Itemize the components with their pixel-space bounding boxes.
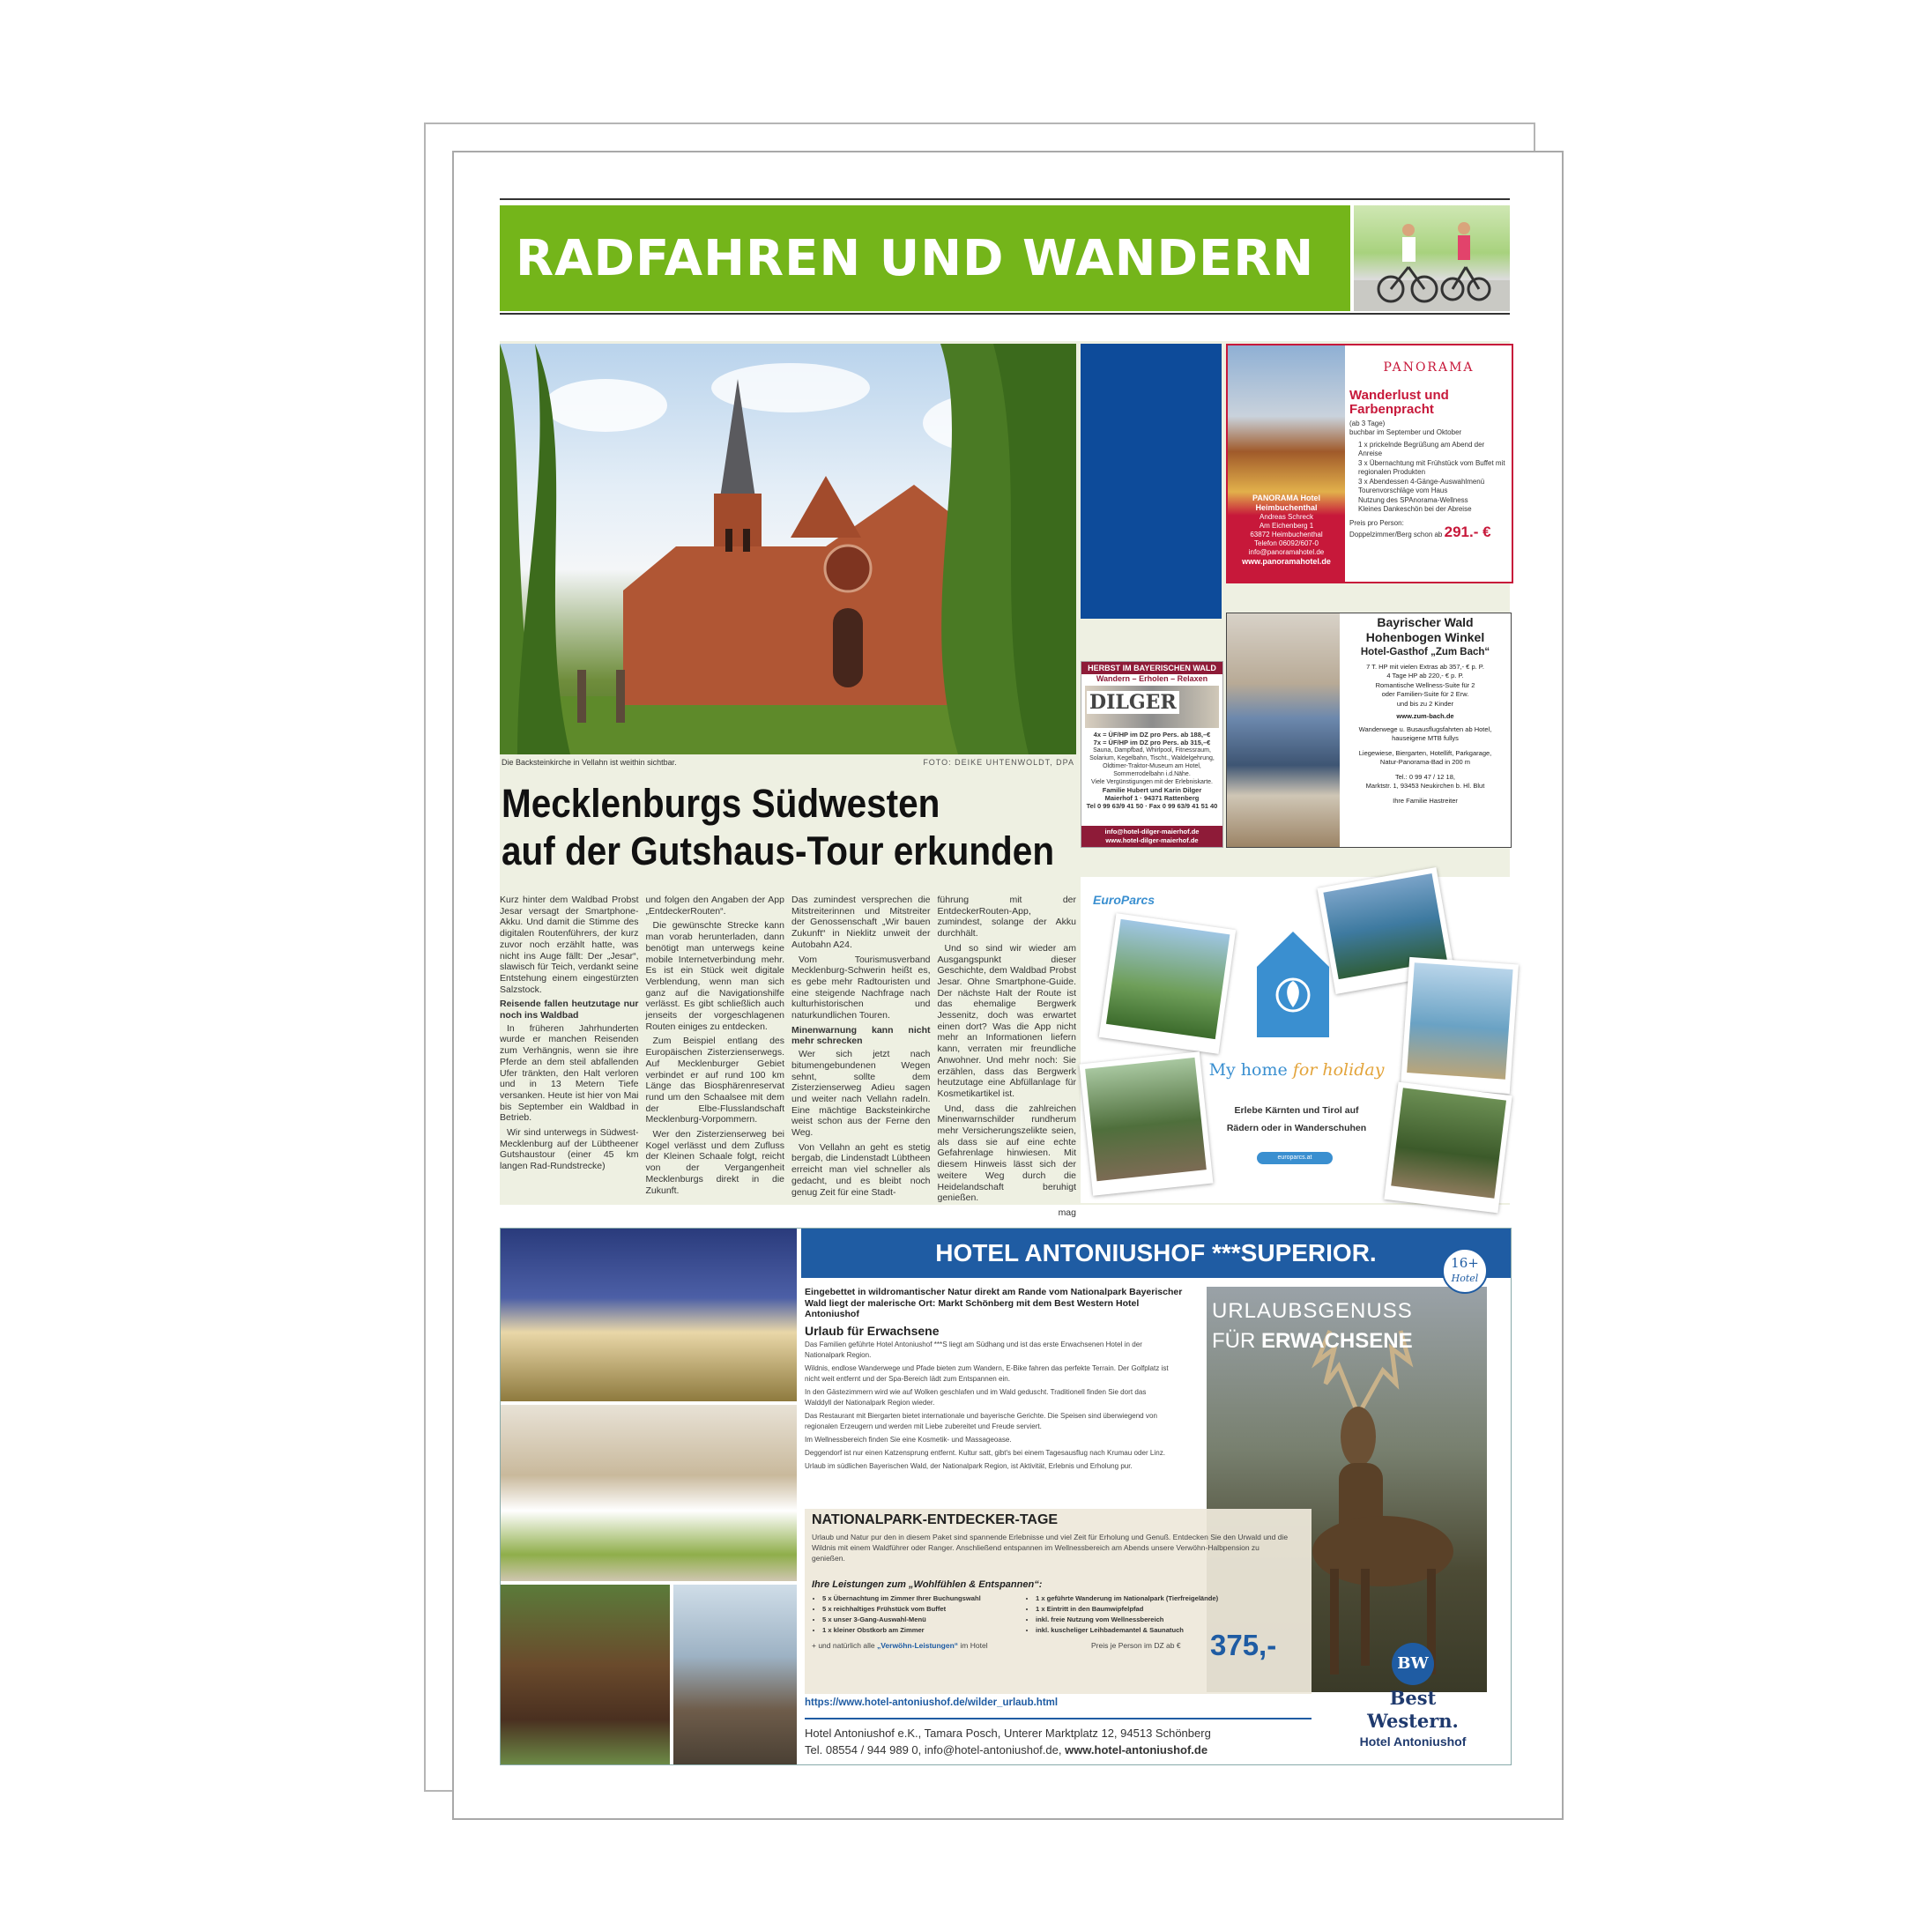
- hotel-footer-web[interactable]: www.hotel-antoniushof.de: [1065, 1743, 1208, 1756]
- list-item: 3 x Abendessen 4-Gänge-Auswahlmenü: [1358, 477, 1485, 486]
- bw-name-1: Best: [1389, 1687, 1437, 1709]
- subheading: Reisende fallen heutzutage nur noch ins Waldbad: [500, 999, 639, 1021]
- caption-text: Die Backsteinkirche in Vellahn ist weithin sichtbar.: [502, 758, 677, 767]
- panorama-email[interactable]: info@panoramahotel.de: [1248, 548, 1325, 556]
- list-item: • inkl. freie Nutzung vom Wellnessbereich: [1036, 1615, 1218, 1625]
- paragraph: Das Restaurant mit Biergarten bietet internationale und bayerische Gerichte. Die Speisen sind überwiegend von regionalen Erzeugern und werden mit Liebe zubereitet und Freude serviert.: [805, 1410, 1157, 1430]
- panorama-address: [1228, 494, 1345, 567]
- hotel-footer: [805, 1725, 1316, 1758]
- info-line: Liegewiese, Biergarten, Hotellift, Parkgarage,: [1358, 748, 1492, 757]
- bw-emblem-icon: BW: [1392, 1643, 1434, 1685]
- list-item: Kleines Dankeschön bei der Abreise: [1358, 505, 1472, 513]
- hotel-lead: Eingebettet in wildromantischer Natur direkt am Rande vom Nationalpark Bayerischer Wald liegt der malerische Ort: Markt Schönberg mit dem Best Western Hotel Antoniushof: [805, 1287, 1183, 1319]
- paragraph: Von Vellahn an geht es stetig bergab, die Lindenstadt Lübtheen erreicht man viel schneller als gedacht, und es bleibt noch genug Zeit für eine Stadt-: [791, 1141, 931, 1198]
- paragraph: Und so sind wir wieder am Ausgangspunkt dieser Geschichte, dem Waldbad Probst Jesar. Ohne Smartphone-Guide. Der nächste Halt der Route ist das ehemalige Bergwerk Jessenitz, doch was erwartet einen dort? Was die App nicht mehr an Informationen liefern kann, verraten mir freundliche Anwohner. Und mehr noch: Sie erzählen, dass das Bergwerk heutzutage eine Abfüllanlage für Kosmetikartikel ist.: [937, 942, 1076, 1099]
- package-price-label: Preis je Person im DZ ab €: [1091, 1641, 1181, 1650]
- top-rule: [500, 198, 1510, 200]
- antoniushof-ad: [500, 1228, 1512, 1765]
- paragraph: Vom Tourismusverband Mecklenburg-Schwerin heißt es, es gebe mehr Radtouristen und eine steigende Nachfrage nach kulturhistorischen und naturkundlichen Touren.: [791, 954, 931, 1021]
- tagline-part-1: My home: [1208, 1060, 1288, 1080]
- package-extra: [812, 1641, 988, 1650]
- panorama-street: Am Eichenberg 1: [1259, 522, 1314, 530]
- newspaper-page: [500, 198, 1510, 1764]
- panorama-logo: PANORAMA: [1383, 360, 1475, 375]
- panorama-intro: (ab 3 Tage): [1349, 419, 1386, 427]
- dilger-phone: Tel 0 99 63/9 41 50 · Fax 0 99 63/9 41 51 40: [1086, 802, 1218, 810]
- article-column-1: [500, 895, 639, 1205]
- panorama-hotel-town: Heimbuchenthal: [1255, 503, 1318, 512]
- article-column-2: [646, 895, 785, 1205]
- panorama-contact-person: Andreas Schreck: [1260, 513, 1313, 521]
- badge-label: Hotel: [1451, 1273, 1479, 1284]
- paragraph: Kurz hinter dem Waldbad Probst Jesar versagt der Smartphone-Akku. Und damit die Stimme des digitalen Routenführers, der kurz zuvor noch erzählt hatte, was nicht ins Auge fällt: Der „Jesar“, slawisch für Teich, verdankt seine Entstehung einem eingestürzten Salzstock.: [500, 895, 639, 995]
- list-item: 3 x Übernachtung mit Frühstück vom Buffet mit regionalen Produkten: [1358, 458, 1505, 476]
- church-photo: [500, 344, 1076, 754]
- zum-bach-photos: [1227, 613, 1340, 847]
- panorama-web[interactable]: www.panoramahotel.de: [1242, 557, 1331, 566]
- list-item: • 5 x Übernachtung im Zimmer Ihrer Buchungswahl: [822, 1593, 981, 1604]
- list-item: • 5 x reichhaltiges Frühstück vom Buffet: [822, 1604, 981, 1615]
- article-column-3: [791, 895, 931, 1205]
- panorama-price-block: [1349, 519, 1508, 540]
- hotel-room-photo: [501, 1405, 797, 1581]
- hotel-footer-contact: [805, 1742, 1316, 1758]
- dilger-subline: Wandern – Erholen – Relaxen: [1096, 674, 1208, 683]
- zum-bach-title-1: Bayrischer Wald: [1377, 615, 1474, 629]
- paragraph: und folgen den Angaben der App „EntdeckerRouten“.: [645, 895, 784, 917]
- package-extra-c: im Hotel: [958, 1641, 988, 1650]
- offer-line: oder Familien-Suite für 2 Erw.: [1381, 690, 1469, 698]
- badge-age: 16+: [1451, 1255, 1479, 1271]
- hotel-description: [805, 1287, 1193, 1474]
- package-title: NATIONALPARK-ENTDECKER-TAGE: [812, 1512, 1059, 1527]
- list-item: • 1 x kleiner Obstkorb am Zimmer: [822, 1625, 981, 1636]
- list-item: 1 x prickelnde Begrüßung am Abend der Anreise: [1358, 440, 1485, 457]
- hotel-offer-link[interactable]: https://www.hotel-antoniushof.de/wilder_urlaub.html: [805, 1697, 1059, 1708]
- europarcs-logo: EuroParcs: [1093, 893, 1155, 907]
- headline-line-2: auf der Gutshaus-Tour erkunden: [502, 828, 1055, 873]
- info-line: Natur-Panorama-Bad in 200 m: [1379, 758, 1471, 766]
- bw-name-2: Western.: [1367, 1710, 1459, 1732]
- europarcs-ad: [1081, 877, 1510, 1203]
- info-line: Wanderwege u. Busausflugsfahrten ab Hotel,: [1358, 724, 1492, 733]
- dilger-offer-2: 7x = ÜF/HP im DZ pro Pers. ab 315,–€: [1093, 739, 1211, 746]
- package-extra-b: „Verwöhn-Leistungen“: [876, 1641, 959, 1650]
- paragraph: Urlaub im südlichen Bayerischen Wald, der Nationalpark Region, ist Aktivität, Erlebnis und Erholung pur.: [805, 1460, 1133, 1470]
- list-item: • inkl. kuscheliger Leihbademantel & Saunatuch: [1036, 1625, 1218, 1636]
- zum-bach-offer: [1343, 615, 1507, 806]
- list-item: Nutzung des SPAnorama-Wellness: [1358, 495, 1468, 504]
- tagline-part-2: for holiday: [1292, 1060, 1385, 1080]
- article-columns: [500, 895, 1076, 1218]
- zum-bach-web[interactable]: www.zum-bach.de: [1396, 712, 1454, 720]
- list-item: • 5 x unser 3-Gang-Auswahl-Menü: [822, 1615, 981, 1625]
- package-extra-a: + und natürlich alle: [812, 1641, 877, 1650]
- dilger-web[interactable]: www.hotel-dilger-maierhof.de: [1105, 836, 1199, 844]
- panorama-photos: [1228, 345, 1345, 582]
- hotel-footer-address: Hotel Antoniushof e.K., Tamara Posch, Unterer Marktplatz 12, 94513 Schönberg: [805, 1727, 1211, 1740]
- panorama-title: Wanderlust und Farbenpracht: [1349, 387, 1449, 417]
- panorama-hotel-name: PANORAMA Hotel: [1252, 494, 1320, 502]
- offer-line: Romantische Wellness-Suite für 2: [1375, 680, 1475, 689]
- paragraph: Zum Beispiel entlang des Europäischen Zisterzienserwegs. Auf Mecklenburger Gebiet verbindet er auf rund 100 km Länge das Biosphärenreservat rund um den Schaalsee mit dem der Elbe-Flusslandschaft Mecklenburg-Vorpommern.: [645, 1036, 784, 1125]
- deer-slogan-2b: ERWACHSENE: [1261, 1329, 1413, 1353]
- dilger-offer-1: 4x = ÜF/HP im DZ pro Pers. ab 188,–€: [1093, 731, 1211, 739]
- dilger-family: Familie Hubert und Karin Dilger: [1102, 786, 1202, 794]
- list-item: • 1 x geführte Wanderung im Nationalpark (Tierfreigelände): [1036, 1593, 1218, 1604]
- paragraph: Die gewünschte Strecke kann man vorab herunterladen, dann benötigt man unterwegs keine mobile Internetverbindung mehr. Es ist ein Stück weit digitale Verblendung, wenn man sich ganz auf die Navigationshilfe verlässt. Es gibt schließlich auch jenseits der vorgeschlagenen Routen einiges zu entdecken.: [645, 920, 784, 1032]
- paragraph: Das zumindest versprechen die Mitstreiterinnen und Mitstreiter der Genossenschaft „Wir bauen Zukunft“ in Nieklitz unweit der Autobahn A24.: [791, 895, 931, 950]
- europarcs-button[interactable]: europarcs.at: [1257, 1152, 1333, 1164]
- banner-background: [500, 205, 1350, 311]
- nationalpark-package: [805, 1509, 1312, 1694]
- blue-ad-block: [1081, 344, 1222, 619]
- package-description: Urlaub und Natur pur den in diesem Paket sind spannende Erlebnisse und viel Zeit für Erholung und Genuß. Entdecken Sie den Urwald und die Wildnis mit einem Waldführer oder Ranger. Anschließend entspannen im Wellnessbereich am Abends unsere Verwöhn-Halbpension zu genießen.: [812, 1533, 1289, 1563]
- forest-photo: [1384, 1082, 1512, 1214]
- paragraph: Wir sind unterwegs in Südwest-Mecklenburg auf der Lübtheener Gutshaustour (einer 45 km langen Rad-Rundstrecke): [500, 1127, 639, 1172]
- paragraph: In den Gästezimmern wird wie auf Wolken geschlafen und im Wald geduscht. Traditionell finden Sie dort das Walddyll der Nationalpark Region wieder.: [805, 1386, 1147, 1407]
- package-price: 375,-: [1210, 1629, 1277, 1661]
- deer-slogan-1: URLAUBSGENUSS: [1212, 1299, 1413, 1323]
- dilger-headline: HERBST IM BAYERISCHEN WALD: [1081, 662, 1222, 674]
- hotel-exterior-photo: [501, 1229, 797, 1401]
- panorama-items: [1358, 441, 1508, 515]
- photo-credit: FOTO: DEIKE UHTENWOLDT, DPA: [923, 758, 1074, 767]
- panorama-price-label-1: Preis pro Person:: [1349, 518, 1404, 527]
- paragraph: Deggendorf ist nur einen Katzensprung entfernt. Kultur satt, gibt's bei einem Tagesausflug nach Krumau oder Linz.: [805, 1447, 1165, 1457]
- dilger-logo: DILGER: [1087, 691, 1179, 714]
- author-signature: mag: [1058, 1207, 1076, 1218]
- package-list-left: [812, 1593, 981, 1636]
- europarcs-tagline: [1208, 1060, 1385, 1080]
- hikers-photo: [673, 1585, 797, 1764]
- europarcs-text-1: Erlebe Kärnten und Tirol auf: [1234, 1105, 1359, 1116]
- hotel-footer-rule: [805, 1718, 1312, 1719]
- zum-bach-title-2: Hohenbogen Winkel: [1365, 630, 1485, 644]
- dilger-ad: [1081, 661, 1223, 848]
- bw-hotel-name: Hotel Antoniushof: [1359, 1734, 1467, 1749]
- package-list-right: [1025, 1593, 1218, 1636]
- dilger-amenities: Sauna, Dampfbad, Whirlpool, Fitnessraum, Solarium, Kegelbahn, Tischt., Waldelgehrung, Oldtimer-Traktor-Museum am Hotel, Sommerrodelbahn i.d.Nähe.: [1089, 747, 1215, 777]
- info-line: Tel.: 0 99 47 / 12 18,: [1395, 772, 1455, 781]
- adults-only-badge: [1442, 1248, 1488, 1294]
- photo-caption: [502, 758, 1074, 767]
- dilger-email[interactable]: info@hotel-dilger-maierhof.de: [1104, 828, 1200, 836]
- info-line: Marktstr. 1, 93453 Neukirchen b. Hl. Blut: [1365, 782, 1485, 790]
- offer-line: und bis zu 2 Kinder: [1396, 699, 1454, 708]
- lake-photo-3: [1401, 957, 1519, 1094]
- lake-photo-1: [1099, 913, 1236, 1054]
- headline-line-1: Mecklenburgs Südwesten: [502, 781, 940, 826]
- hotel-header: HOTEL ANTONIUSHOF ***SUPERIOR.: [801, 1229, 1511, 1278]
- deer-slogan-2a: FÜR: [1212, 1329, 1261, 1353]
- package-lead: Ihre Leistungen zum „Wohlfühlen & Entspannen“:: [812, 1579, 1043, 1590]
- panorama-price: 291.- €: [1444, 524, 1491, 540]
- bears-photo: [501, 1585, 670, 1764]
- zum-bach-hotel: Hotel-Gasthof „Zum Bach“: [1360, 647, 1490, 657]
- paragraph: Wildnis, endlose Wanderwege und Pfade bieten zum Wandern, E-Bike fahren das perfekte Terrain. Der Golfplatz ist nicht weit entfernt und der Spa-Bereich lädt zum Entspannen ein.: [805, 1363, 1169, 1383]
- panorama-ad: [1226, 344, 1513, 583]
- paragraph: In früheren Jahrhunderten wurde er manchen Reisenden zum Verhängnis, wenn sie ihre Pferde an dem steil abfallenden Ufer tränkten, den Halt verloren und in 13 Metern Tiefe versanken. Heute ist hier von Mai bis September ein Waldbad in Betrieb.: [500, 1022, 639, 1124]
- dilger-address: Maierhof 1 · 94371 Rattenberg: [1104, 794, 1200, 802]
- article-headline: [502, 780, 1081, 875]
- list-item: Tourenvorschläge vom Haus: [1358, 486, 1448, 494]
- article-column-4: [937, 895, 1077, 1218]
- cabin-photo: [1080, 1051, 1214, 1195]
- house-logo-icon: [1257, 932, 1329, 1037]
- paragraph: Und, dass die zahlreichen Minenwarnschilder rundherum mehr Versicherungszelikte seien, als dass sie auf eine echte Gefahrenlage hinwiesen. Mit diesem Hinweis lässt sich der weitere Weg durch die Heidelandschaft beruhigt genießen.: [937, 1103, 1076, 1204]
- dilger-hotel-photo: [1085, 686, 1219, 728]
- offer-line: 7 T. HP mit vielen Extras ab 357,- € p. P.: [1366, 662, 1484, 671]
- hotel-footer-phone-email: Tel. 08554 / 944 989 0, info@hotel-antoniushof.de,: [805, 1743, 1066, 1756]
- dilger-contact: [1081, 826, 1222, 847]
- zum-bach-ad: [1226, 613, 1512, 848]
- panorama-price-label-2: Doppelzimmer/Berg schon ab: [1349, 531, 1443, 538]
- deer-slogan-2: [1212, 1329, 1413, 1354]
- panorama-season: buchbar im September und Oktober: [1349, 428, 1462, 436]
- panorama-phone: Telefon 06092/607-0: [1254, 539, 1319, 547]
- subheading: Minenwarnung kann nicht mehr schrecken: [791, 1024, 931, 1047]
- paragraph: Wer den Zisterzienserweg bei Kogel verlässt und dem Zufluss der Kleinen Schaale folgt, reicht von der Vergangenheit Mecklenburgs direkt in die Zukunft.: [645, 1129, 784, 1196]
- panorama-offer: [1349, 351, 1508, 540]
- hotel-subheading: Urlaub für Erwachsene: [805, 1323, 940, 1338]
- paragraph: Das Familien geführte Hotel Antoniushof ***S liegt am Südhang und ist das erste Erwachsenen Hotel in der Nationalpark Region.: [805, 1339, 1142, 1359]
- europarcs-text-2: Rädern oder in Wanderschuhen: [1226, 1123, 1367, 1133]
- banner-bottom-rule: [500, 313, 1510, 315]
- info-line: hauseigene MTB fullys: [1392, 734, 1459, 742]
- paragraph: Im Wellnessbereich finden Sie eine Kosmetik- und Massageoase.: [805, 1434, 1012, 1444]
- paragraph: Wer sich jetzt nach bitumengebundenen Wegen sehnt, sollte dem Zisterzienserweg Adieu sagen und weiter nach Vellahn radeln. Eine mächtige Backsteinkirche weist schon aus der Ferne den Weg.: [791, 1049, 931, 1139]
- dilger-extras: Viele Vergünstigungen mit der Erlebniskarte.: [1090, 779, 1213, 785]
- paragraph: führung mit der EntdeckerRouten-App, zumindest, solange der Akku durchhält.: [937, 895, 1076, 940]
- section-title: RADFAHREN UND WANDERN: [516, 230, 1315, 287]
- best-western-logo: [1347, 1643, 1479, 1757]
- info-line: Ihre Familie Hastreiter: [1393, 796, 1458, 805]
- list-item: • 1 x Eintritt in den Baumwipfelpfad: [1036, 1604, 1218, 1615]
- cyclists-photo: [1354, 205, 1510, 311]
- panorama-city: 63872 Heimbuchenthal: [1250, 531, 1323, 538]
- europarcs-text: [1208, 1102, 1385, 1137]
- offer-line: 4 Tage HP ab 220,- € p. P.: [1386, 672, 1464, 680]
- section-banner: [500, 205, 1510, 311]
